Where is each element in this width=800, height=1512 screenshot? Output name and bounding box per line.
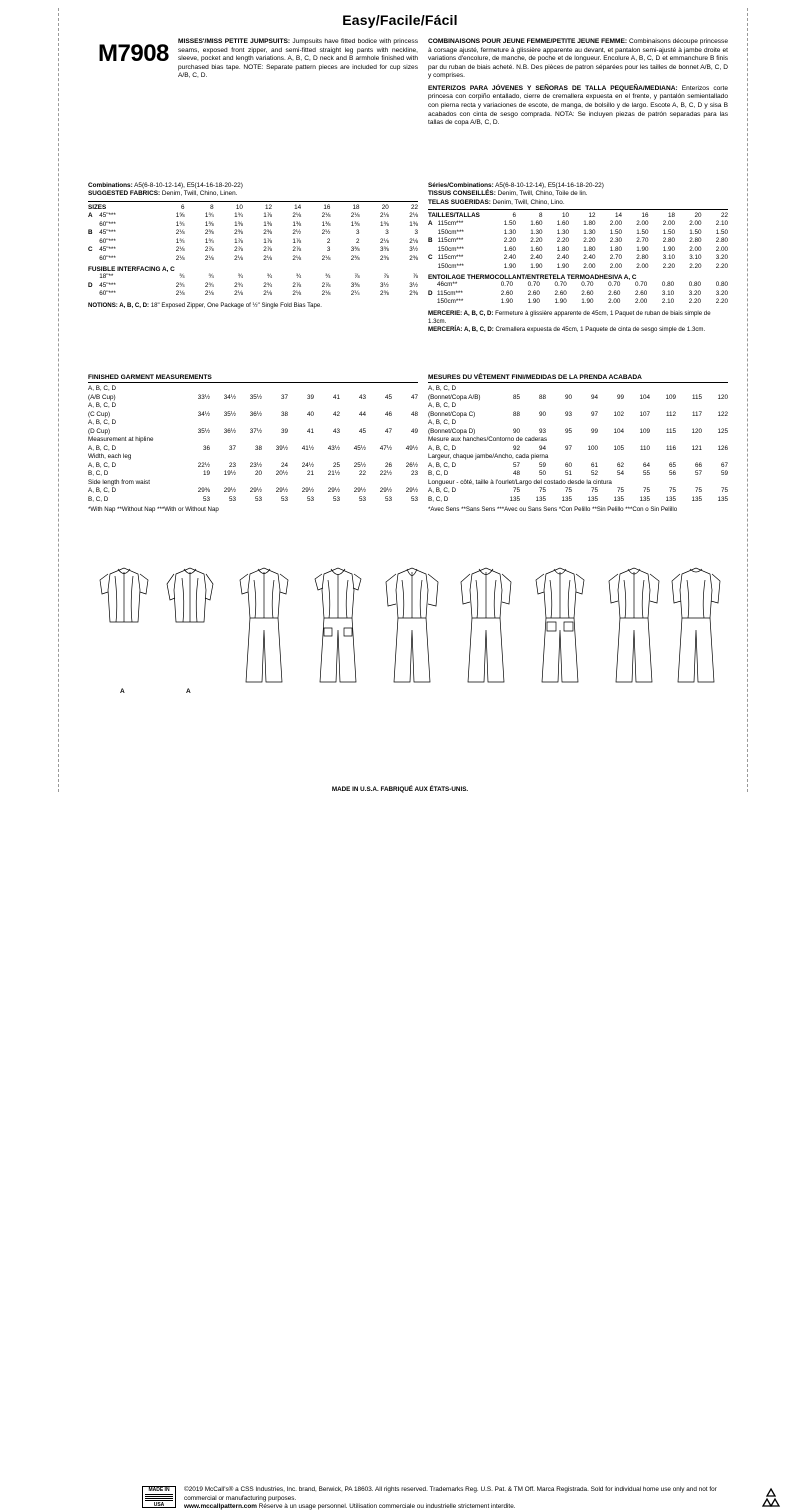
group-label-row: Side length from waist: [88, 478, 150, 486]
view-label: C: [88, 246, 93, 254]
figure-caption: A: [120, 688, 125, 695]
made-in-label: MADE IN: [148, 1487, 170, 1493]
size-col: 6: [180, 203, 185, 211]
footer-line-2: [184, 1503, 744, 1512]
view-label: [88, 221, 99, 230]
view-label: A: [88, 212, 93, 220]
combinations-label-fr: Séries/Combinations:: [428, 182, 494, 189]
table-header-row: [88, 204, 418, 213]
table-row: 60"*** 2⅛ 2⅛ 2⅛ 2⅛ 2⅛ 2⅛ 2¼ 2⅜ 2⅜: [99, 290, 418, 298]
combinations-label-en: Combinations:: [88, 182, 133, 189]
yardage-section-english: [88, 182, 418, 310]
finished-table-french: [428, 385, 728, 504]
fabric-width: 60"***: [99, 220, 116, 228]
table-row: B 115cm*** 2.20 2.20 2.20 2.20 2.30 2.70 2.80 2.80 2.80: [428, 237, 728, 245]
fabrics-label-es: TELAS SUGERIDAS:: [428, 198, 491, 206]
combinations-value-en: A5(6-8-10-12-14), E5(14-16-18-20-22): [132, 182, 243, 189]
fabrics-value-fr: Denim, Twill, Chino, Toile de lin.: [495, 190, 588, 198]
table-row: A, B, C, D 22½ 23 23½ 24 24½ 25 25½ 26 26½: [88, 461, 418, 469]
table-row: 150cm*** 1.60 1.60 1.80 1.80 1.80 1.90 1.90 2.00 2.00: [437, 245, 728, 253]
group-label-row: A, B, C, D: [428, 385, 456, 392]
group-label-row: A, B, C, D: [88, 385, 116, 392]
size-col: 14: [294, 203, 302, 211]
usa-label: USA: [153, 1502, 165, 1509]
table-row: B, C, D 135 135 135 135 135 135 135 135 135: [428, 495, 728, 503]
fabrics-label-fr: TISSUS CONSEILLÉS:: [428, 190, 496, 198]
group-label-row: A, B, C, D: [88, 402, 116, 409]
size-col: 8: [210, 203, 214, 211]
sizes-label-fr: TAILLES/TALLAS: [428, 211, 480, 219]
view-label: [88, 238, 99, 247]
table-row: D 115cm*** 2.60 2.60 2.60 2.60 2.60 2.60 3.10 3.20 3.20: [428, 289, 728, 297]
table-row: 60"*** 2⅛ 2⅛ 2⅛ 2⅛ 2⅛ 2⅛ 2⅜ 2⅜ 2⅜: [88, 255, 418, 264]
finished-table-english: [88, 385, 418, 504]
line-drawings-svg: [88, 560, 728, 700]
table-row: A, B, C, D 29⅜ 29½ 29½ 29½ 29½ 29½ 29½ 29½ 29½: [88, 487, 418, 494]
fabric-width: 45"***: [99, 246, 116, 254]
table-row: 150cm*** 1.30 1.30 1.30 1.30 1.50 1.50 1.50 1.50 1.50: [437, 228, 728, 236]
desc-es-title: ENTERIZOS PARA JÓVENES Y SEÑORAS DE TALLA PEQUEÑA/MEDIANA:: [428, 84, 678, 92]
finished-measurements-english: [88, 374, 418, 514]
table-row: B 45"*** 2⅛ 2⅜ 2⅜ 2⅜ 2½ 2½ 3 3 3: [88, 229, 418, 237]
finished-footnote-en: *With Nap **Without Nap ***With or Without Nap: [88, 506, 219, 513]
figure-caption: A: [186, 688, 191, 695]
description-french-spanish: [428, 38, 728, 132]
fabric-width: 45"***: [99, 229, 116, 237]
desc-es-body: Enterizos corte princesa con corpiño entallado, cierre de cremallera expuesta en el frente, y pantalón semientallado con pierna recta y variaciones de escote, de manga, de bolsillo y de largo. Escote A, B, C, D y sisa B acabados con cinta de sesgo comprada. NOTA: Se incluyen piezas de patrón separadas para las tallas de copa A/B, C, D.: [428, 84, 728, 127]
figure-b-full: [315, 568, 361, 682]
table-row: C 115cm*** 2.40 2.40 2.40 2.40 2.70 2.80 3.10 3.10 3.20: [428, 254, 728, 262]
size-col: 22: [410, 203, 418, 211]
figure-d-back: [672, 568, 720, 682]
figure-a-full: [240, 568, 288, 682]
notions-label-en: NOTIONS: A, B, C, D:: [88, 301, 150, 309]
notions-value-en: 18" Exposed Zipper, One Package of ½" Single Fold Bias Tape.: [149, 301, 322, 309]
interfacing-table-french: [428, 281, 728, 307]
finished-title-en: FINISHED GARMENT MEASUREMENTS: [88, 374, 418, 383]
size-col: 18: [352, 203, 360, 211]
size-col: 10: [235, 203, 243, 211]
interfacing-title-fr: ENTOILAGE THERMOCOLLANT/ENTRETELA TERMOADHESIVA A, C: [428, 274, 637, 282]
sizes-label: SIZES: [88, 203, 107, 211]
notions-label-es: MERCERÍA: A, B, C, D:: [428, 325, 494, 333]
view-label: B: [88, 229, 93, 237]
notions-label-fr: MERCERIE: A, B, C, D:: [428, 309, 494, 317]
table-row: B, C, D 19 19½ 20 20½ 21 21½ 22 22½ 23: [88, 470, 418, 477]
notions-value-fr: Fermeture à glissière apparente de 45cm, 1 Paquet de ruban de biais simple de 1.3cm.: [428, 309, 711, 325]
divider: [88, 201, 418, 202]
group-label-row: A, B, C, D: [428, 402, 456, 409]
finished-title-fr: MESURES DU VÊTEMENT FINI/MEDIDAS DE LA PRENDA ACABADA: [428, 374, 728, 383]
flag-stripes: [145, 1494, 173, 1502]
pattern-number: M7908: [98, 40, 169, 67]
fabric-width: 60"***: [99, 254, 116, 262]
fabric-width: 45"***: [99, 212, 116, 220]
group-label-row: Largeur, chaque jambe/Ancho, cada pierna: [428, 453, 549, 460]
table-row: A, B, C, D 57 59 60 61 62 64 65 66 67: [428, 461, 728, 469]
table-row: D 45"*** 2¾ 2¾ 2¾ 2¾ 2⅞ 2⅞ 3⅜ 3½ 3½: [88, 281, 418, 289]
size-col: 20: [381, 203, 389, 211]
desc-en-body: Jumpsuits have fitted bodice with princess seams, exposed front zipper, and semi-fitted straight leg pants with neckline, sleeve, pocket and length variations. A, B, C, D neck and B armhole finished with purchased bias tape. NOTE: Separate pattern pieces are included for cup sizes A/B, C, D.: [178, 38, 418, 80]
interfacing-title-en: FUSIBLE INTERFACING A, C: [88, 266, 175, 274]
figure-c-full: [461, 568, 511, 682]
size-col: 16: [323, 203, 331, 211]
table-row: 150cm*** 1.90 1.90 1.90 1.90 2.00 2.00 2.10 2.20 2.20: [437, 298, 728, 306]
group-label-row: Longueur - côté, taille à l'ourlet/Largo del costado desde la cintura: [428, 478, 612, 486]
made-in-footer: MADE IN U.S.A. FABRIQUÉ AUX ÉTATS-UNIS.: [331, 786, 469, 793]
table-row: C 45"*** 2⅛ 2⅞ 2⅞ 2⅞ 2⅞ 3 3⅜ 3⅜ 3½: [88, 246, 418, 254]
figure-b-alt: [386, 568, 438, 682]
table-row: 60"*** 1¾ 1⅜ 1⅜ 1⅜ 1⅜ 1⅜ 1⅜ 1⅜ 1⅜: [88, 221, 418, 230]
page-title: Easy/Facile/Fácil: [342, 12, 458, 28]
finished-footnote-fr: *Avec Sens **Sans Sens ***Avec ou Sans Sens *Con Pelillo **Sin Pelillo ***Con o Sin Pelillo: [428, 506, 678, 513]
desc-fr-title: COMBINAISONS POUR JEUNE FEMME/PETITE JEUNE FEMME:: [428, 38, 628, 45]
desc-en-title: MISSES'/MISS PETITE JUMPSUITS:: [178, 38, 291, 45]
figure-c-alt: [536, 568, 584, 682]
table-row: (Bonnet/Copa C) 88 90 93 97 102 107 112 117 122: [428, 410, 728, 418]
table-row: A 115cm*** 1.50 1.60 1.60 1.80 2.00 2.00 2.00 2.00 2.10: [428, 220, 728, 228]
table-row: 150cm*** 1.90 1.90 1.90 2.00 2.00 2.00 2.20 2.20 2.20: [437, 262, 728, 270]
table-row: 60"*** 1¾ 1¾ 1⅞ 1⅞ 1⅞ 2 2 2⅛ 2⅛: [88, 238, 418, 247]
table-header-row: TAILLES/TALLAS 6 8 10 12 14 16 18 20 22: [428, 211, 728, 219]
table-row: (Bonnet/Copa A/B) 85 88 90 94 99 104 109 115 120: [428, 393, 728, 401]
group-label-row: Width, each leg: [88, 453, 132, 460]
table-row: 18"** ¾ ¾ ¾ ¾ ¾ ¾ ⅞ ⅞ ⅞: [99, 273, 418, 281]
made-in-usa-badge: [142, 1486, 176, 1508]
fabric-width: 60"***: [99, 237, 116, 245]
description-english: [178, 38, 418, 85]
yardage-table-french: [428, 212, 728, 272]
table-row: (C Cup) 34½ 35½ 36½ 38 40 42 44 46 48: [88, 410, 418, 418]
fabrics-value-en: Denim, Twill, Chino, Linen.: [160, 190, 238, 198]
yardage-section-french: [428, 182, 728, 334]
table-row: (A/B Cup) 33½ 34½ 35½ 37 39 41 43 45 47: [88, 393, 418, 401]
line-drawings: [88, 560, 728, 700]
size-col: 12: [265, 203, 273, 211]
website-link[interactable]: www.mccallpattern.com: [184, 1503, 257, 1511]
group-label-row: Measurement at hipline: [88, 436, 154, 443]
interfacing-table-english: [88, 273, 418, 299]
table-row: A, B, C, D 75 75 75 75 75 75 75 75 75: [428, 487, 728, 494]
table-row: B, C, D 48 50 51 52 54 55 56 57 59: [428, 470, 728, 477]
table-row: (D Cup) 35½ 36½ 37½ 39 41 43 45 47 49: [88, 427, 418, 435]
table-row: B, C, D 53 53 53 53 53 53 53 53 53: [88, 495, 418, 503]
divider: [428, 209, 728, 210]
desc-fr-body: Combinaisons découpe princesse à corsage ajusté, fermeture à glissière apparente au devant, et pantalon semi-ajusté à jambe droite et variations d'encolure, de manche, de poche et de longueur. Encolure A, B, C, D et emmanchure B finis par du ruban de biais acheté. N.B. Des pièces de patron séparées pour les tailles de bonnet A/B, C, D y comprises.: [428, 38, 729, 80]
recycle-icon: [758, 1486, 784, 1512]
view-label: [88, 255, 99, 264]
table-row: 46cm** 0.70 0.70 0.70 0.70 0.70 0.70 0.80 0.80 0.80: [437, 281, 728, 289]
figure-a-top: [100, 568, 148, 622]
figure-d-full: [609, 568, 659, 682]
table-row: A 45"*** 1⅝ 1¾ 1¾ 1⅞ 2⅛ 2⅛ 2⅛ 2⅛ 2⅛: [88, 212, 418, 220]
table-row: (Bonnet/Copa D) 90 93 95 99 104 109 115 120 125: [428, 427, 728, 435]
group-label-row: A, B, C, D: [428, 419, 456, 426]
notions-value-es: Cremallera expuesta de 45cm, 1 Paquete de cinta de sesgo simple de 1.3cm.: [493, 325, 706, 333]
fabrics-label-en: SUGGESTED FABRICS:: [88, 190, 161, 198]
combinations-value-fr: A5(6-8-10-12-14), E5(14-16-18-20-22): [493, 182, 604, 189]
group-label-row: A, B, C, D: [88, 419, 116, 426]
finished-measurements-french: [428, 374, 728, 514]
footer-text: [184, 1486, 744, 1512]
yardage-table-english: [88, 204, 418, 264]
group-label-row: Mesure aux hanches/Contorno de caderas: [428, 436, 548, 443]
copyright-fr: Réserve à un usage personnel. Utilisation commerciale ou industrielle strictement interdite.: [258, 1503, 516, 1511]
copyright-en: ©2019 McCall's® a CSS Industries, Inc. brand, Berwick, PA 18603. All rights reserved. Trademarks Reg. U.S. Pat. & TM Off. Marca Registrada. Sold for individual home use only and not for commercial or manufacturing purposes.: [184, 1486, 717, 1502]
table-row: A, B, C, D 36 37 38 39½ 41½ 43½ 45½ 47½ 49½: [88, 444, 418, 452]
figure-a-skirt: [167, 568, 213, 622]
table-row: A, B, C, D 92 94 97 100 105 110 116 121 126: [428, 444, 728, 452]
fabrics-value-es: Denim, Twill, Chino, Lino.: [490, 198, 565, 206]
